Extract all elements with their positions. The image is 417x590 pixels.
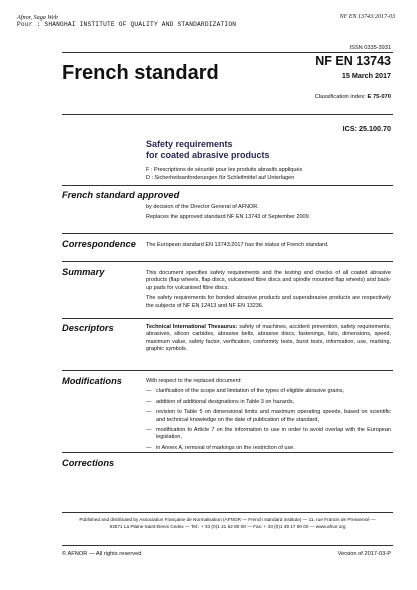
correspondence-line: The European standard EN 13743:2017 has the status of French standard. [146,242,329,248]
classification-index [315,94,391,100]
rule-modifications [62,370,393,371]
version: Version of 2017-03-P [337,551,391,557]
modification-item: — clarification of the scope and limitation of the types of eligible abrasive grains, [146,388,345,395]
modification-item: — in Annex A, removal of markings on the restriction of use. [146,444,295,451]
classification-label: Classification index: [314,94,368,100]
classification-value: E 75-070 [367,94,391,100]
rule-bottom [62,545,393,546]
translation-fr: F : Prescriptions de sécurité pour les produits abrasifs appliqués [146,167,303,173]
standard-subject [146,139,270,160]
modification-item: — addition of additional designations in Table 3 on hazards, [146,398,295,405]
heading-corrections: Corrections [62,458,115,468]
rule-ics [62,114,393,115]
rule-corrections [62,452,393,453]
ics-code: ICS: 25.100.70 [342,124,391,133]
heading-descriptors: Descriptors [62,323,114,333]
heading-approved: French standard approved [62,190,180,200]
rule-descriptors [62,318,393,319]
header-left [17,14,236,29]
approved-line-2: Replaces the approved standard NF EN 13743 of September 2009. [146,214,311,221]
summary-text [146,270,391,313]
rule-correspondence [62,233,393,234]
footer-line-1: Published and distributed by Association Française de Normalisation (AFNOR — French standard institute) — 11, rue Francis de Pressensé — [79,517,376,522]
header-pour-label: Pour : [17,21,41,29]
correspondence-text [146,242,391,252]
header-institute: SHANGHAI INSTITUTE OF QUALITY AND STANDARDIZATION [44,21,237,29]
modification-item: — modification to Article 7 on the information to use in order to avoid overlap with the European legislation, [146,427,391,441]
title-translations [146,167,302,182]
page-title: French standard [62,62,219,84]
rule-footer [62,512,393,513]
rule-approved [62,185,393,186]
approved-text [146,204,391,225]
issn: ISSN 0335-3931 [349,45,391,51]
copyright: © AFNOR — All rights reserved [62,551,142,557]
standard-number: NF EN 13743 [315,54,391,68]
rule-summary [62,261,393,262]
modification-item: — revision to Table 5 on dimensional limits and maximum operating speeds, based on scientific and technical knowledge on the date of publication of the standard, [146,409,391,423]
heading-correspondence: Correspondence [62,239,136,249]
heading-modifications: Modifications [62,376,122,386]
heading-summary: Summary [62,267,105,277]
descriptors-text [146,324,391,357]
approved-line-1: by decision of the Director General of AFNOR. [146,204,259,210]
subject-line-1: Safety requirements [146,139,233,149]
summary-paragraph-2: The safety requirements for bonded abrasive products and superabrasive products are respectively the subjects of NF EN 12413 and NF EN 13236. [146,295,391,309]
descriptors-label: Technical International Thesaurus: [146,324,238,330]
header-source: Afnor, Saga Web [17,14,58,21]
standard-date: 15 March 2017 [341,71,391,80]
descriptors-keywords: safety of machines, accident prevention, safety requirements, abrasives, silicon carbides, abrasive belts, abrasive discs, fastenings, lists, dimensions, speed, maximum value, safety factor, verification, conformity tests, burst tests, information, use, marking, graphic symbols. [146,324,391,353]
footer-line-2: 93571 La Plaine Saint-Denis Cedex — Tel.: + 33 (0)1 41 62 80 00 — Fax: + 33 (0)1 49 17 90 00 — www.afnor.org [109,523,346,529]
translation-de: D : Sicherheitsanforderungen für Schleifmittel auf Unterlagen [146,174,295,181]
top-rule [62,52,393,53]
modifications-list [146,378,391,455]
subject-line-2: for coated abrasive products [146,149,270,160]
header-doc-id: NF EN 13743:2017-03 [339,14,395,20]
summary-paragraph-1: This document specifies safety requirements and the testing and checks of all coated abrasive products (flap wheels, flap discs, vulcanised fibre discs and spindle mounted flap wheels) and back-up pads for vulcanised fibre discs. [146,270,391,291]
modifications-intro: With respect to the replaced document: [146,378,242,384]
publisher-footer [62,517,393,530]
